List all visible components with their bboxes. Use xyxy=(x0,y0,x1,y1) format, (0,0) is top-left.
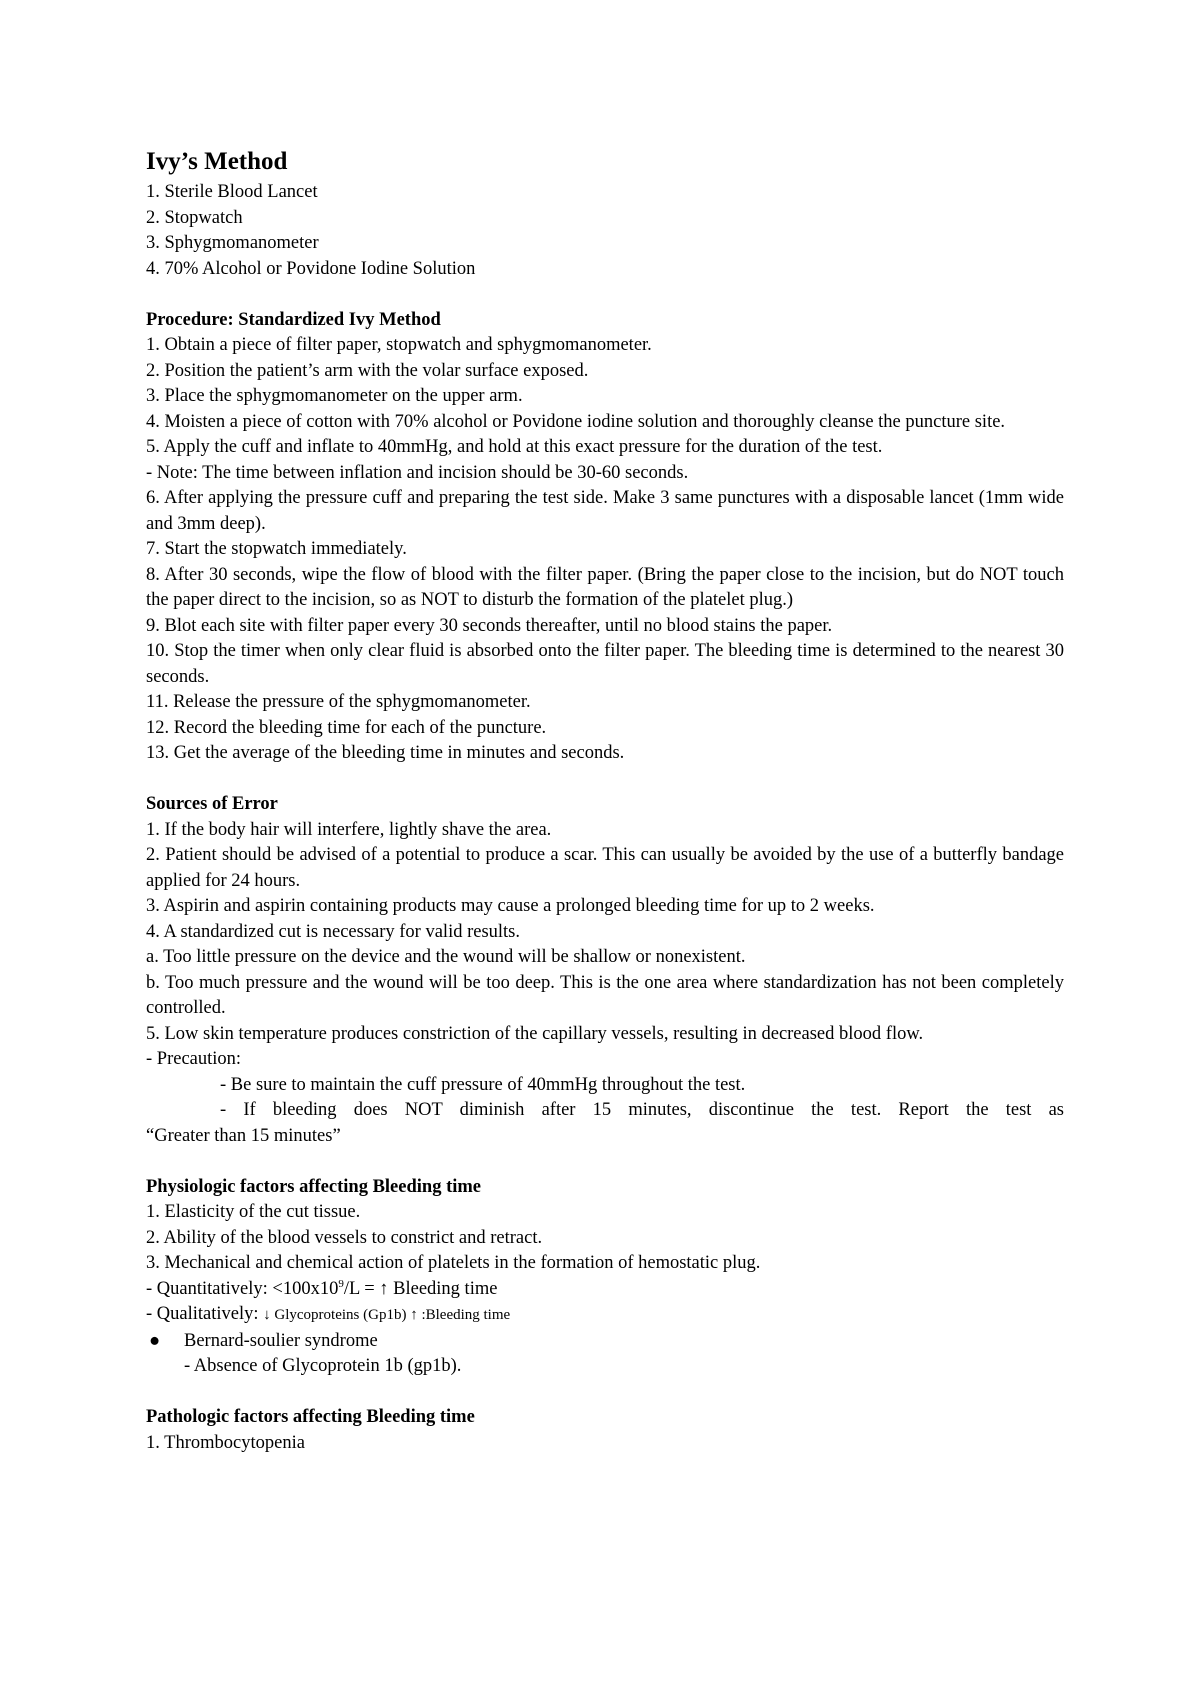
material-item: 1. Sterile Blood Lancet xyxy=(146,182,318,202)
bullet-subitem: - Absence of Glycoprotein 1b (gp1b). xyxy=(184,1356,462,1376)
document-page xyxy=(146,146,1064,1456)
precaution-label: - Precaution: xyxy=(146,1049,242,1069)
material-item: 4. 70% Alcohol or Povidone Iodine Solution xyxy=(146,258,476,279)
procedure-item: 9. Blot each site with filter paper every 30 seconds thereafter, until no blood stains the paper. xyxy=(146,615,833,636)
error-item: 2. Patient should be advised of a potential to produce a scar. This can usually be avoided by the use of a butterfly bandage applied for 24 hours. xyxy=(146,845,1064,891)
bullet-item xyxy=(146,1329,1064,1355)
procedure-item: 12. Record the bleeding time for each of the puncture. xyxy=(146,717,547,738)
procedure-heading: Procedure: Standardized Ivy Method xyxy=(146,309,441,330)
procedure-item: 1. Obtain a piece of filter paper, stopwatch and sphygmomanometer. xyxy=(146,335,652,355)
procedure-item: 11. Release the pressure of the sphygmomanometer. xyxy=(146,692,531,712)
error-subitem: b. Too much pressure and the wound will be too deep. This is the one area where standardization has not been completely controlled. xyxy=(146,972,1064,1018)
procedure-item: 8. After 30 seconds, wipe the flow of blood with the filter paper. (Bring the paper close to the incision, but do NOT touch the paper direct to the incision, so as NOT to disturb the formation of the platelet plug.) xyxy=(146,564,1064,610)
procedure-item: 7. Start the stopwatch immediately. xyxy=(146,539,407,559)
procedure-item: 4. Moisten a piece of cotton with 70% alcohol or Povidone iodine solution and thoroughly cleanse the puncture site. xyxy=(146,411,1006,432)
procedure-note: - Note: The time between inflation and incision should be 30-60 seconds. xyxy=(146,462,689,483)
procedure-item: 5. Apply the cuff and inflate to 40mmHg, and hold at this exact pressure for the duration of the test. xyxy=(146,437,883,457)
pathologic-heading: Pathologic factors affecting Bleeding time xyxy=(146,1407,475,1427)
material-item: 2. Stopwatch xyxy=(146,207,243,228)
physiologic-item: 1. Elasticity of the cut tissue. xyxy=(146,1202,361,1222)
physiologic-item: 2. Ability of the blood vessels to constrict and retract. xyxy=(146,1227,543,1248)
qualitative-prefix: - Qualitatively: xyxy=(146,1304,264,1324)
errors-heading: Sources of Error xyxy=(146,794,278,814)
procedure-item: 6. After applying the pressure cuff and preparing the test side. Make 3 same punctures with a disposable lancet (1mm wide and 3mm deep). xyxy=(146,488,1064,534)
qualitative-detail: ↓ Glycoproteins (Gp1b) ↑ :Bleeding time xyxy=(263,1307,511,1323)
bullet-text: Bernard-soulier syndrome xyxy=(184,1330,378,1351)
procedure-item: 10. Stop the timer when only clear fluid is absorbed onto the filter paper. The bleeding time is determined to the nearest 30 seconds. xyxy=(146,641,1064,687)
procedure-item: 3. Place the sphygmomanometer on the upper arm. xyxy=(146,386,523,406)
error-item: 5. Low skin temperature produces constriction of the capillary vessels, resulting in decreased blood flow. xyxy=(146,1023,924,1044)
exponent: 9 xyxy=(338,1277,344,1290)
error-item: 3. Aspirin and aspirin containing products may cause a prolonged bleeding time for up to 2 weeks. xyxy=(146,896,875,916)
page-title: Ivy’s Method xyxy=(146,148,288,175)
physiologic-heading: Physiologic factors affecting Bleeding time xyxy=(146,1176,481,1197)
precaution-item: - Be sure to maintain the cuff pressure of 40mmHg throughout the test. xyxy=(220,1074,746,1095)
error-subitem: a. Too little pressure on the device and the wound will be shallow or nonexistent. xyxy=(146,947,746,967)
procedure-item: 2. Position the patient’s arm with the volar surface exposed. xyxy=(146,360,589,381)
material-item: 3. Sphygmomanometer xyxy=(146,233,319,253)
precaution-tail: “Greater than 15 minutes” xyxy=(146,1125,341,1146)
pathologic-item: 1. Thrombocytopenia xyxy=(146,1432,305,1453)
qualitative-line xyxy=(146,1302,1064,1329)
physiologic-item: 3. Mechanical and chemical action of platelets in the formation of hemostatic plug. xyxy=(146,1253,761,1273)
error-item: 1. If the body hair will interfere, lightly shave the area. xyxy=(146,819,552,840)
bullet-icon: ● xyxy=(149,1330,161,1351)
quantitative-prefix: - Quantitatively: <100x10 xyxy=(146,1278,339,1299)
error-item: 4. A standardized cut is necessary for valid results. xyxy=(146,921,521,942)
precaution-item: - If bleeding does NOT diminish after 15 minutes, discontinue the test. Report the test as xyxy=(220,1100,1064,1120)
procedure-item: 13. Get the average of the bleeding time in minutes and seconds. xyxy=(146,743,625,763)
quantitative-line xyxy=(146,1277,1064,1303)
quantitative-suffix: /L = ↑ Bleeding time xyxy=(343,1278,498,1299)
